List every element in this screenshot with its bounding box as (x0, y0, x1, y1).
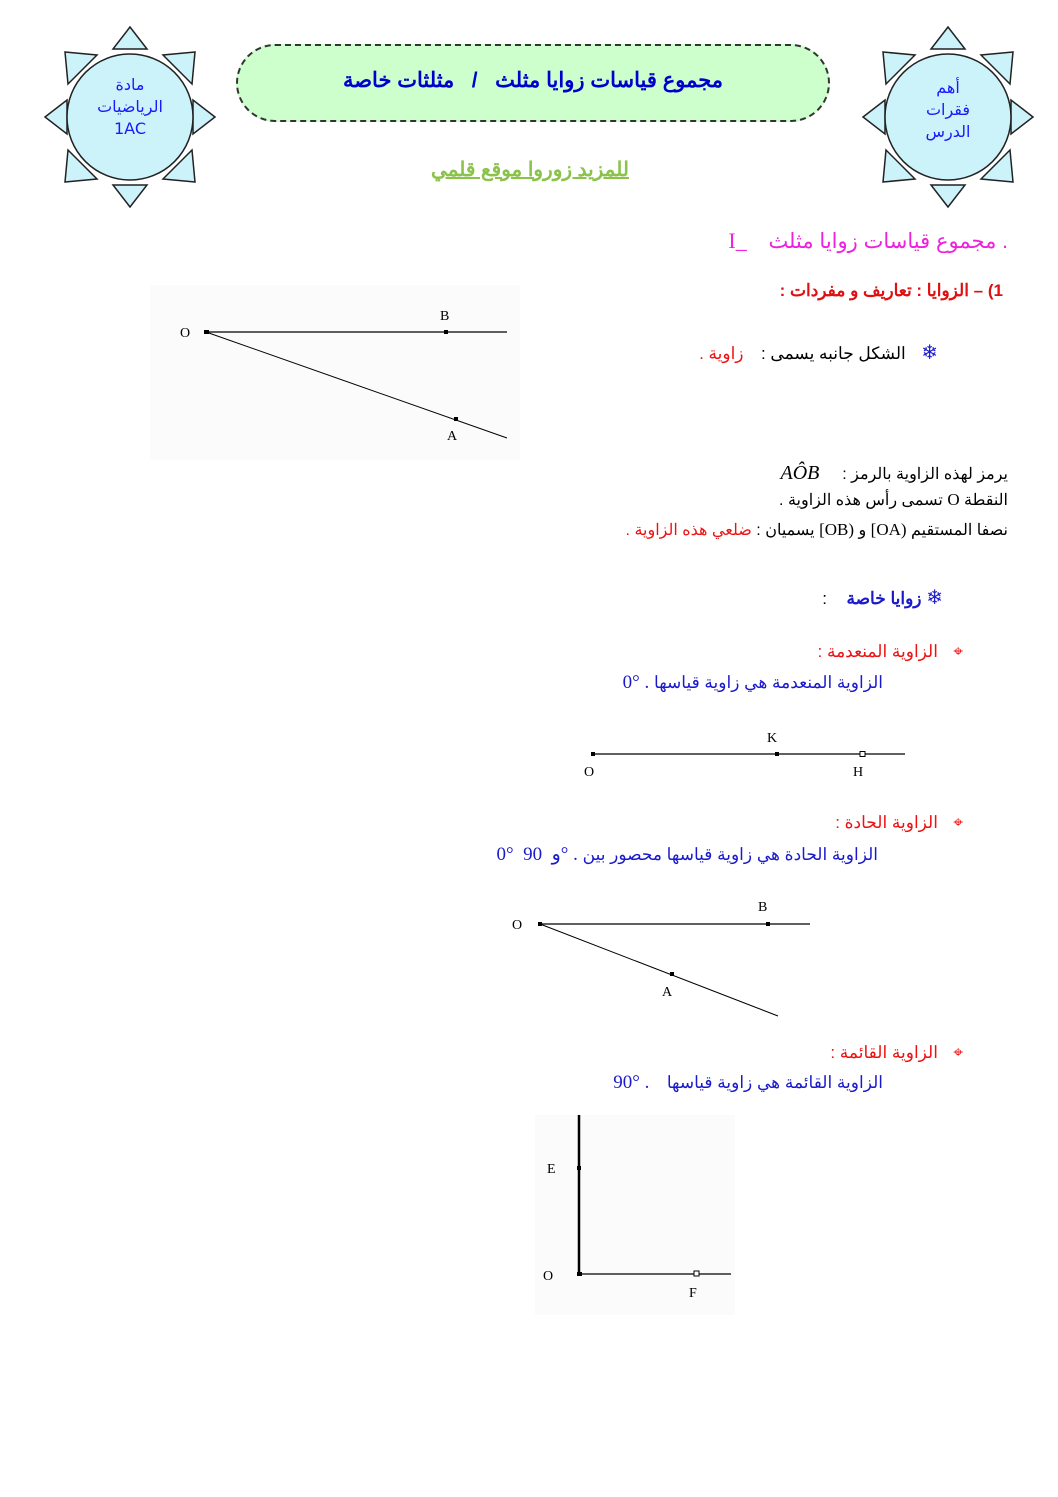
sides-line (626, 520, 1008, 540)
side-oa: [OA) (870, 520, 907, 539)
label-e: E (547, 1162, 556, 1177)
right-angle-figure (535, 1115, 735, 1315)
section-number: I_ (728, 228, 747, 253)
right-angle-definition-text: الزاوية القائمة هي زاوية قياسها (666, 1073, 883, 1092)
label-b: B (440, 309, 450, 324)
acute-angle-heading (835, 813, 963, 833)
target-icon: ⌖ (953, 642, 963, 661)
angle-definition-value: زاوية . (699, 344, 744, 363)
target-icon: ⌖ (953, 813, 963, 832)
target-icon: ⌖ (953, 1043, 963, 1062)
sides-text-mid: يسميان : (756, 522, 815, 539)
right-angle-name: الزاوية القائمة : (830, 1043, 938, 1062)
acute-angle-definition-text: الزاوية الحادة هي زاوية قياسها محصور بين (582, 845, 878, 864)
point-o (204, 330, 209, 334)
acute-angle-definition (496, 843, 878, 866)
null-angle-figure (575, 722, 915, 782)
null-angle-definition (623, 672, 883, 694)
label-h: H (853, 765, 864, 780)
label-o: O (584, 765, 595, 780)
right-badge-line3: الدرس (925, 122, 971, 141)
label-a: A (447, 429, 458, 444)
left-badge-line1: مادة (115, 75, 145, 94)
null-angle-definition-text: الزاوية المنعدمة هي زاوية قياسها (654, 673, 883, 692)
point-a (670, 972, 674, 976)
point-o (538, 922, 542, 926)
angle-definition (699, 340, 938, 365)
label-o: O (512, 918, 523, 933)
ray-oa (540, 924, 778, 1016)
null-angle-heading (818, 642, 963, 662)
snowflake-icon: ❄ (926, 587, 943, 609)
left-badge-line3: 1AC (113, 119, 146, 138)
right-badge-line2: فقرات (925, 100, 971, 119)
angle-figure-1 (150, 285, 520, 460)
point-o (591, 752, 595, 756)
label-f: F (689, 1286, 697, 1301)
special-angles-colon: : (822, 589, 828, 608)
page-title: مجموع قياسات زوايا مثلث / مثلثات خاصة (342, 69, 724, 92)
right-badge-line1: أهم (936, 78, 960, 97)
point-h (860, 752, 865, 757)
section-title: مجموع قياسات زوايا مثلث . (768, 230, 1008, 253)
sides-value: ضلعي هذه الزاوية . (625, 522, 752, 539)
point-k (775, 752, 779, 756)
right-angle-heading (830, 1043, 963, 1063)
sides-and: و (858, 522, 867, 539)
point-a (454, 417, 458, 421)
symbol-math: AÔB (780, 462, 820, 484)
label-b: B (758, 900, 768, 915)
snowflake-icon: ❄ (921, 342, 938, 364)
angle-definition-text: الشكل جانبه يسمى : (760, 344, 906, 363)
acute-angle-measure: 0° و 90° . (496, 844, 578, 865)
acute-angle-figure (500, 888, 820, 1023)
label-a: A (662, 985, 673, 1000)
vertex-text-post: تسمى رأس هذه الزاوية . (779, 492, 943, 509)
point-o (577, 1272, 582, 1276)
subsection-number: 1) (987, 281, 1003, 300)
acute-angle-name: الزاوية الحادة : (835, 813, 938, 832)
right-angle-measure: 90° . (613, 1072, 650, 1093)
point-e (577, 1166, 581, 1170)
right-angle-definition (613, 1072, 883, 1094)
right-badge (853, 22, 1043, 212)
sides-text-pre: نصفا المستقيم (911, 522, 1008, 539)
site-link[interactable]: للمزيد زوروا موقع قلمي (431, 159, 629, 181)
point-f (694, 1271, 699, 1276)
label-o: O (543, 1269, 554, 1284)
point-b (444, 330, 448, 334)
left-badge (35, 22, 225, 212)
section-heading (728, 228, 1008, 254)
null-angle-name: الزاوية المنعدمة : (817, 642, 938, 661)
null-angle-measure: 0° . (622, 672, 650, 693)
special-angles-heading (822, 585, 943, 610)
vertex-text-pre: النقطة (964, 492, 1008, 509)
side-ob: [OB) (819, 520, 855, 539)
label-k: K (767, 731, 778, 746)
point-b (766, 922, 770, 926)
subsection-title: – الزوايا : تعاريف و مفردات : (779, 281, 984, 300)
vertex-line (779, 490, 1008, 510)
title-box (236, 44, 830, 122)
left-badge-line2: الرياضيات (97, 97, 163, 116)
special-angles-title: زوايا خاصة (846, 589, 922, 608)
vertex-point: O (947, 490, 960, 509)
symbol-line (780, 462, 1008, 485)
subsection-heading (780, 281, 1003, 301)
label-o: O (180, 326, 191, 341)
symbol-text: يرمز لهذه الزاوية بالرمز : (842, 466, 1008, 483)
